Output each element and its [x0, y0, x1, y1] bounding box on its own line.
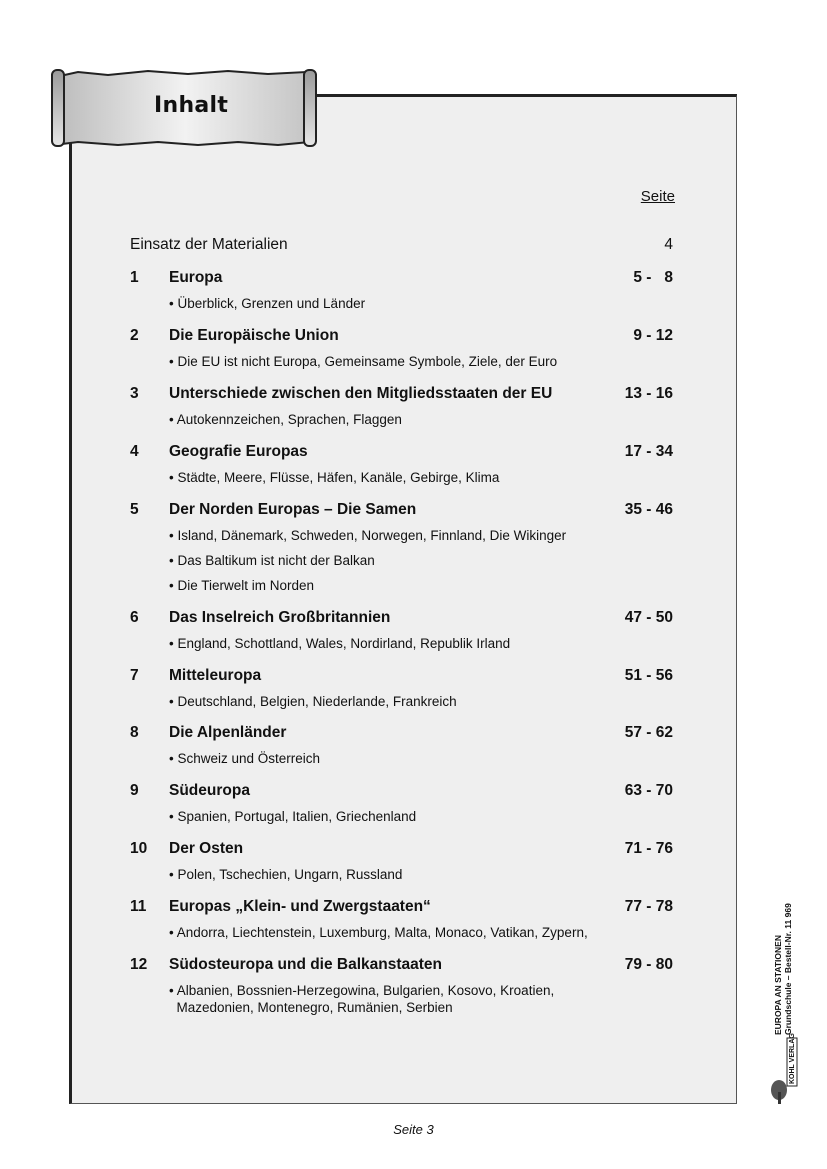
entry-pages: 51 - 56 — [624, 667, 673, 684]
entry-title: Mitteleuropa — [169, 667, 262, 684]
entry-pages: 17 - 34 — [624, 443, 673, 460]
entry-pages: 57 - 62 — [624, 724, 673, 741]
entry-number: 10 — [130, 840, 148, 857]
entry-title: Südosteuropa und die Balkanstaaten — [169, 956, 443, 973]
entry-number: 12 — [130, 956, 148, 973]
entry-title: Die Europäische Union — [169, 327, 339, 344]
entry-topic: • Die EU ist nicht Europa, Gemeinsame Symbole, Ziele, der Euro — [169, 354, 558, 369]
order-number: Grundschule – Bestell-Nr. 11 969 — [783, 903, 793, 1035]
entry-pages: 77 - 78 — [624, 898, 673, 915]
entry-title: Das Inselreich Großbritannien — [169, 609, 391, 626]
entry-title: Europa — [169, 269, 223, 286]
entry-pages: 71 - 76 — [624, 840, 673, 857]
entry-topic: • Albanien, Bossnien-Herzegowina, Bulgarien, Kosovo, Kroatien, — [169, 983, 555, 998]
entry-title: Südeuropa — [169, 782, 250, 799]
series-title: EUROPA AN STATIONEN — [773, 935, 783, 1035]
entry-pages: 13 - 16 — [624, 385, 673, 402]
page-footer: Seite 3 — [393, 1122, 434, 1137]
entry-topic: • Spanien, Portugal, Italien, Griechenland — [169, 809, 417, 824]
entry-title: Die Alpenländer — [169, 724, 287, 741]
entry-number: 4 — [130, 443, 139, 460]
entry-topic: • Die Tierwelt im Norden — [169, 578, 315, 593]
page-column-header: Seite — [640, 188, 675, 205]
entry-pages: 63 - 70 — [624, 782, 673, 799]
entry-topic: • Andorra, Liechtenstein, Luxemburg, Malta, Monaco, Vatikan, Zypern, — [169, 925, 588, 940]
entry-topic: • England, Schottland, Wales, Nordirland, Republik Irland — [169, 636, 511, 651]
entry-pages: 47 - 50 — [624, 609, 673, 626]
logo-text: KOHL VERLAG — [789, 1033, 796, 1084]
entry-topic: • Schweiz und Österreich — [169, 751, 321, 766]
entry-number: 3 — [130, 385, 139, 402]
entry-number: 5 — [130, 501, 139, 518]
entry-number: 7 — [130, 667, 139, 684]
entry-pages: 9 - 12 — [633, 327, 673, 344]
entry-number: 9 — [130, 782, 139, 799]
entry-number: 6 — [130, 609, 139, 626]
entry-topic: • Autokennzeichen, Sprachen, Flaggen — [169, 412, 402, 427]
page-title: Inhalt — [154, 93, 229, 118]
entry-pages: 79 - 80 — [624, 956, 673, 973]
publisher-logo-icon — [770, 1030, 800, 1105]
publisher-sidebar — [773, 903, 793, 1035]
entry-topic: • Polen, Tschechien, Ungarn, Russland — [169, 867, 403, 882]
entry-number: 1 — [130, 269, 139, 286]
entry-topic: • Städte, Meere, Flüsse, Häfen, Kanäle, Gebirge, Klima — [169, 470, 500, 485]
entry-number: 8 — [130, 724, 139, 741]
intro-row — [130, 236, 673, 254]
intro-page: 4 — [664, 236, 673, 253]
entry-topic: • Deutschland, Belgien, Niederlande, Frankreich — [169, 694, 457, 709]
entry-title: Der Osten — [169, 840, 244, 857]
entry-title: Europas „Klein- und Zwergstaaten“ — [169, 898, 431, 915]
entry-number: 11 — [130, 898, 147, 915]
entry-pages: 35 - 46 — [624, 501, 673, 518]
entry-number: 2 — [130, 327, 139, 344]
entry-topic: • Island, Dänemark, Schweden, Norwegen, Finnland, Die Wikinger — [169, 528, 567, 543]
entry-topic: • Überblick, Grenzen und Länder — [169, 296, 366, 311]
entry-pages: 5 - 8 — [633, 269, 673, 286]
intro-label: Einsatz der Materialien — [130, 236, 288, 253]
entry-topic: Mazedonien, Montenegro, Rumänien, Serbien — [169, 1000, 453, 1015]
entry-title: Unterschiede zwischen den Mitgliedsstaaten der EU — [169, 385, 553, 402]
entry-title: Der Norden Europas – Die Samen — [169, 501, 417, 518]
entry-title: Geografie Europas — [169, 443, 308, 460]
entry-topic: • Das Baltikum ist nicht der Balkan — [169, 553, 375, 568]
